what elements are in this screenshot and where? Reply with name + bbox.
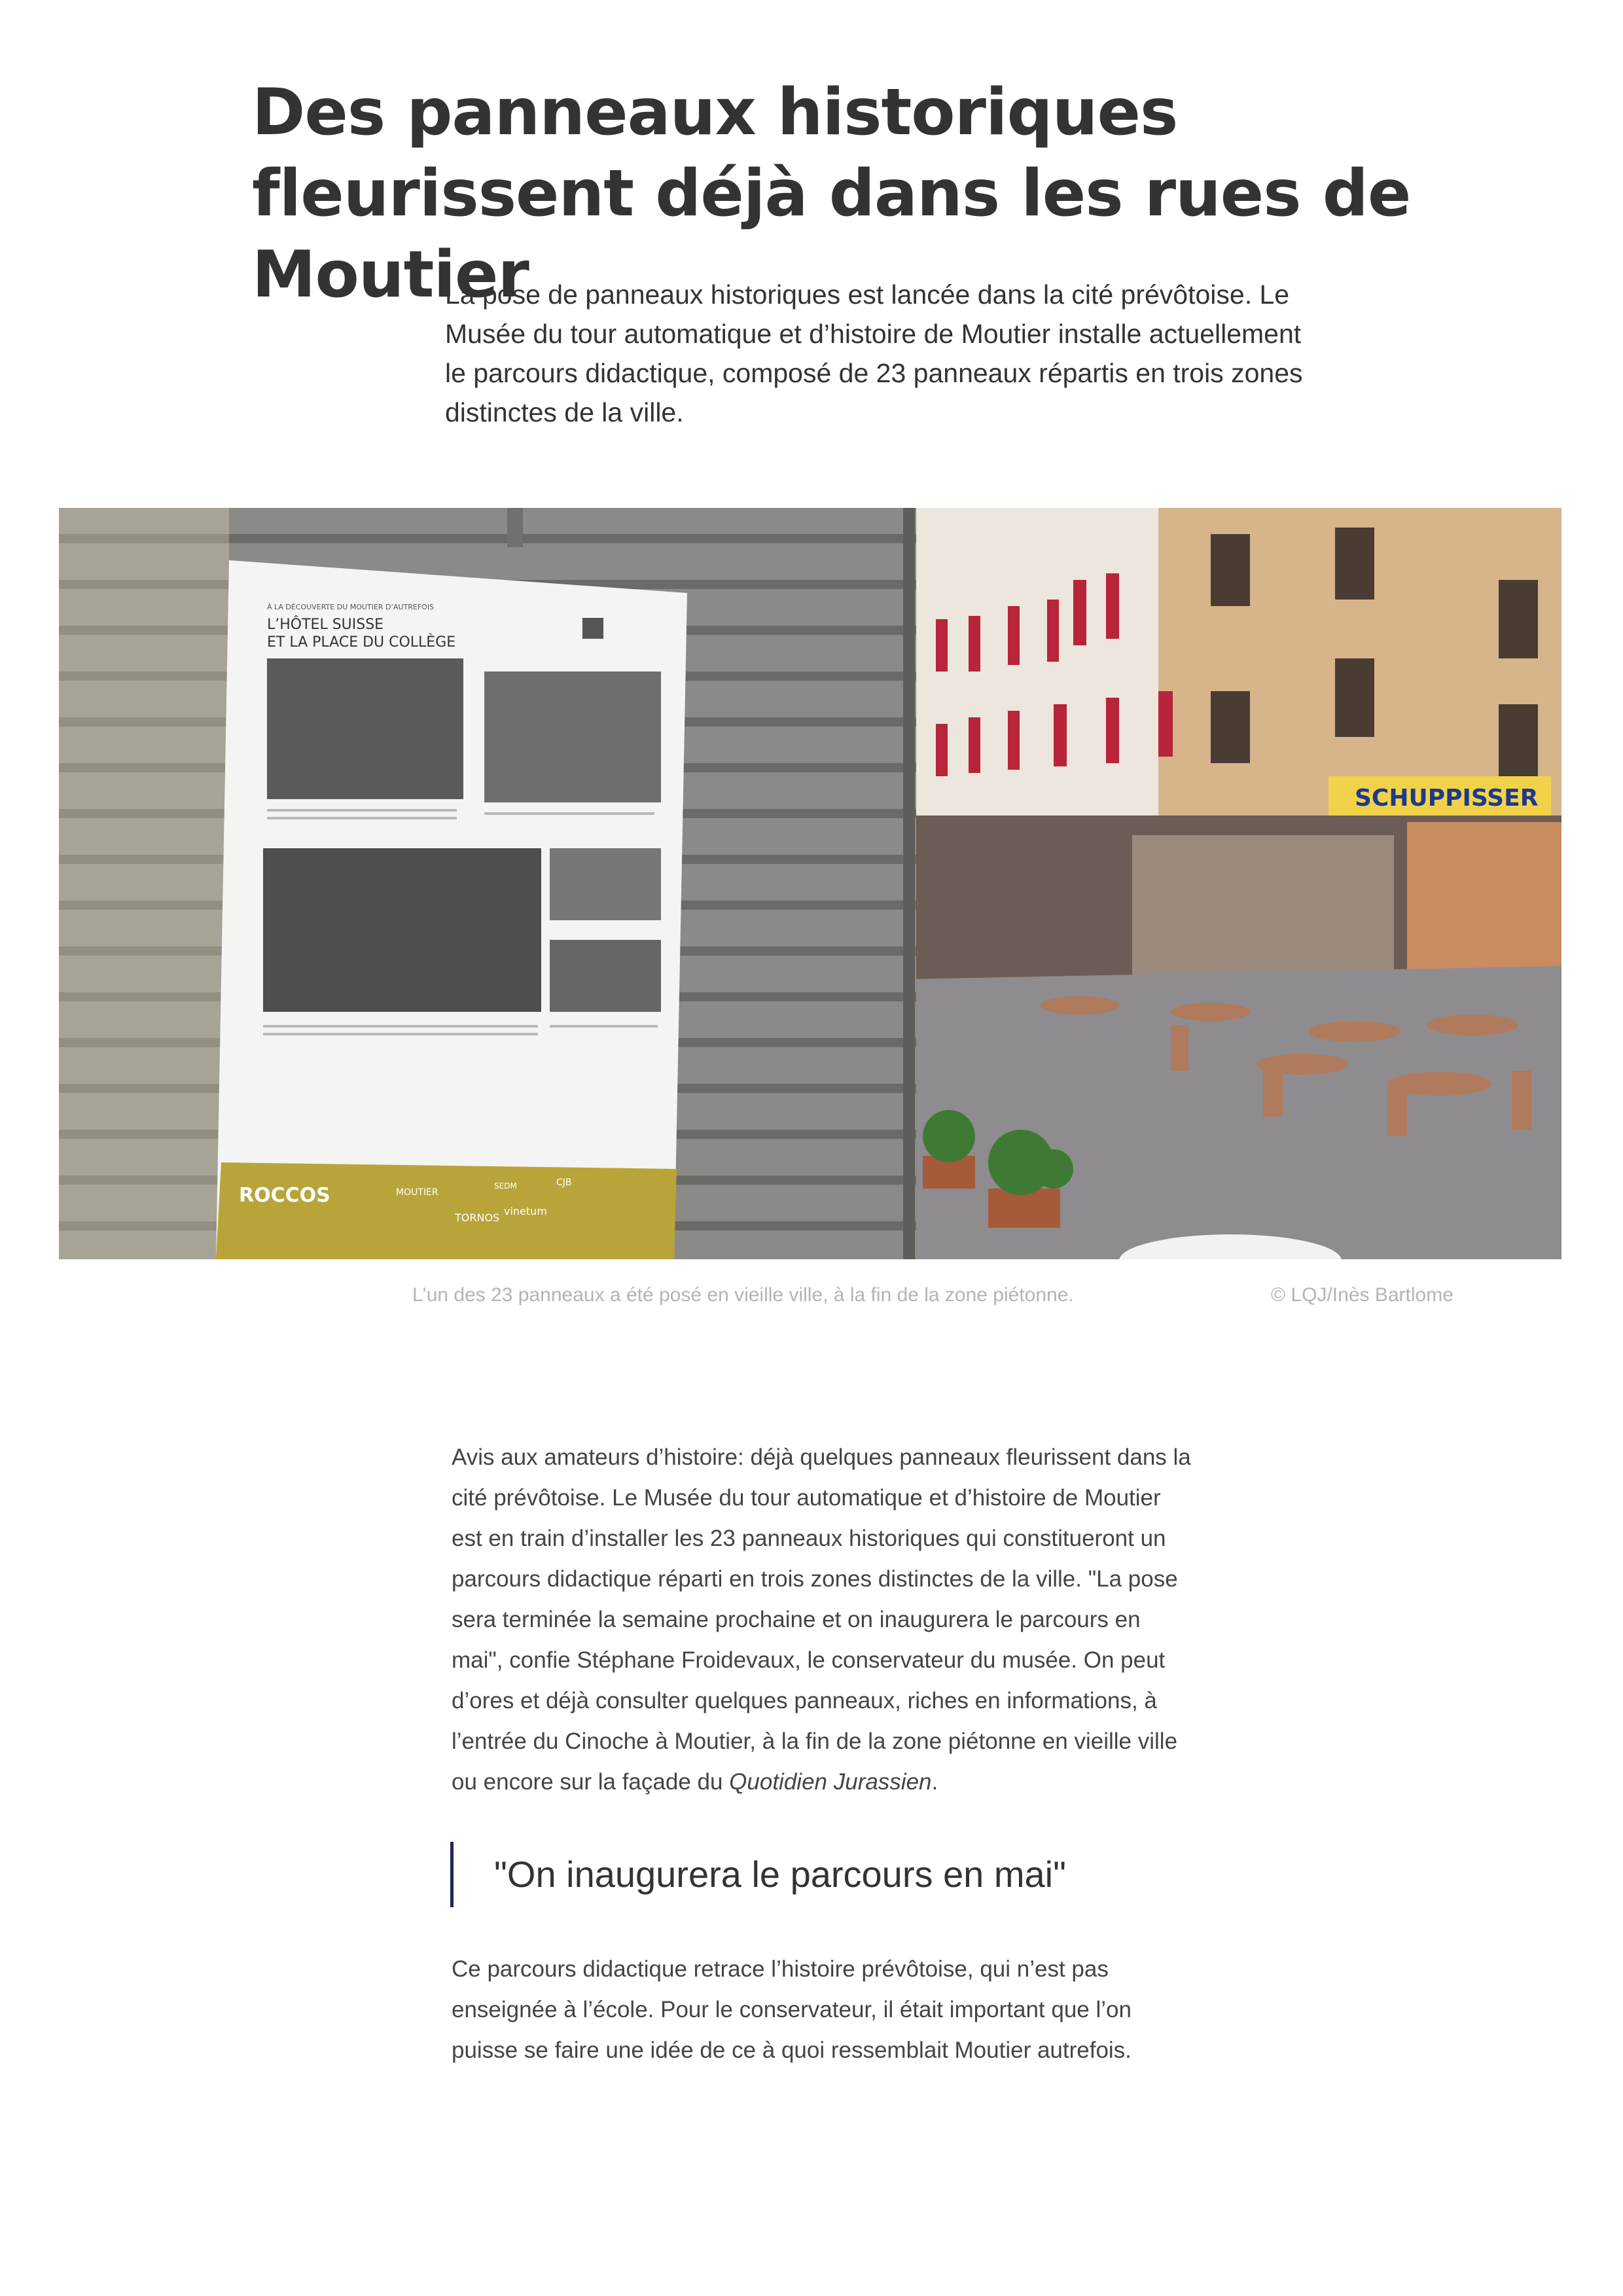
plaque-title-1: L’HÔTEL SUISSE (267, 617, 384, 633)
logo-sedm: SEDM (494, 1181, 517, 1191)
body-paragraph-1-end: . (931, 1769, 938, 1795)
photo-credit: © LQJ/Inès Bartlome (1271, 1284, 1454, 1306)
shop-sign: SCHUPPISSER (1355, 785, 1539, 812)
logo-tornos: TORNOS (455, 1211, 500, 1224)
body-paragraph-1 (452, 1437, 1191, 1803)
photo-caption: L’un des 23 panneaux a été posé en vieille ville, à la fin de la zone piétonne. (412, 1284, 1074, 1306)
article-lead: La pose de panneaux historiques est lancée dans la cité prévôtoise. Le Musée du tour automatique et d’histoire de Moutier installe actuellement le parcours didactique, composé de 23 panneaux répartis en trois zones distinctes de la ville. (445, 279, 1303, 427)
article-photo (59, 508, 1561, 1259)
body-paragraph-2: Ce parcours didactique retrace l’histoire prévôtoise, qui n’est pas enseignée à l’école. Pour le conservateur, il était important que l’on puisse se faire une idée de ce à quoi ressemblait Moutier autrefois. (452, 1956, 1132, 2063)
history-plaque (216, 560, 687, 1259)
logo-cjb: CJB (556, 1177, 572, 1188)
logo-roccos: ROCCOS (239, 1184, 330, 1207)
body-paragraph-1-text: Avis aux amateurs d’histoire: déjà quelques panneaux fleurissent dans la cité prévôtoise. Le Musée du tour automatique et d’histoire de Moutier est en train d’installer les 23 panneaux historiques qui constitueront un parcours didactique réparti en trois zones distinctes de la ville. "La pose sera terminée la semaine prochaine et on inaugurera le parcours en mai", confie Stéphane Froidevaux, le conservateur du musée. On peut d’ores et déjà consulter quelques panneaux, riches en informations, à l’entrée du Cinoche à Moutier, à la fin de la zone piétonne en vieille ville ou encore sur la façade du (452, 1444, 1191, 1795)
pull-quote: "On inaugurera le parcours en mai" (450, 1842, 1236, 1907)
article-headline: Des panneaux historiques fleurissent déjà dans les rues de Moutier (252, 75, 1411, 312)
newspaper-name: Quotidien Jurassien (729, 1769, 932, 1795)
logo-moutier: MOUTIER (396, 1187, 438, 1198)
logo-vinetum: vinetum (504, 1205, 547, 1217)
plaque-title-2: ET LA PLACE DU COLLÈGE (267, 634, 456, 651)
plaque-kicker: À LA DÉCOUVERTE DU MOUTIER D’AUTREFOIS (267, 603, 435, 611)
